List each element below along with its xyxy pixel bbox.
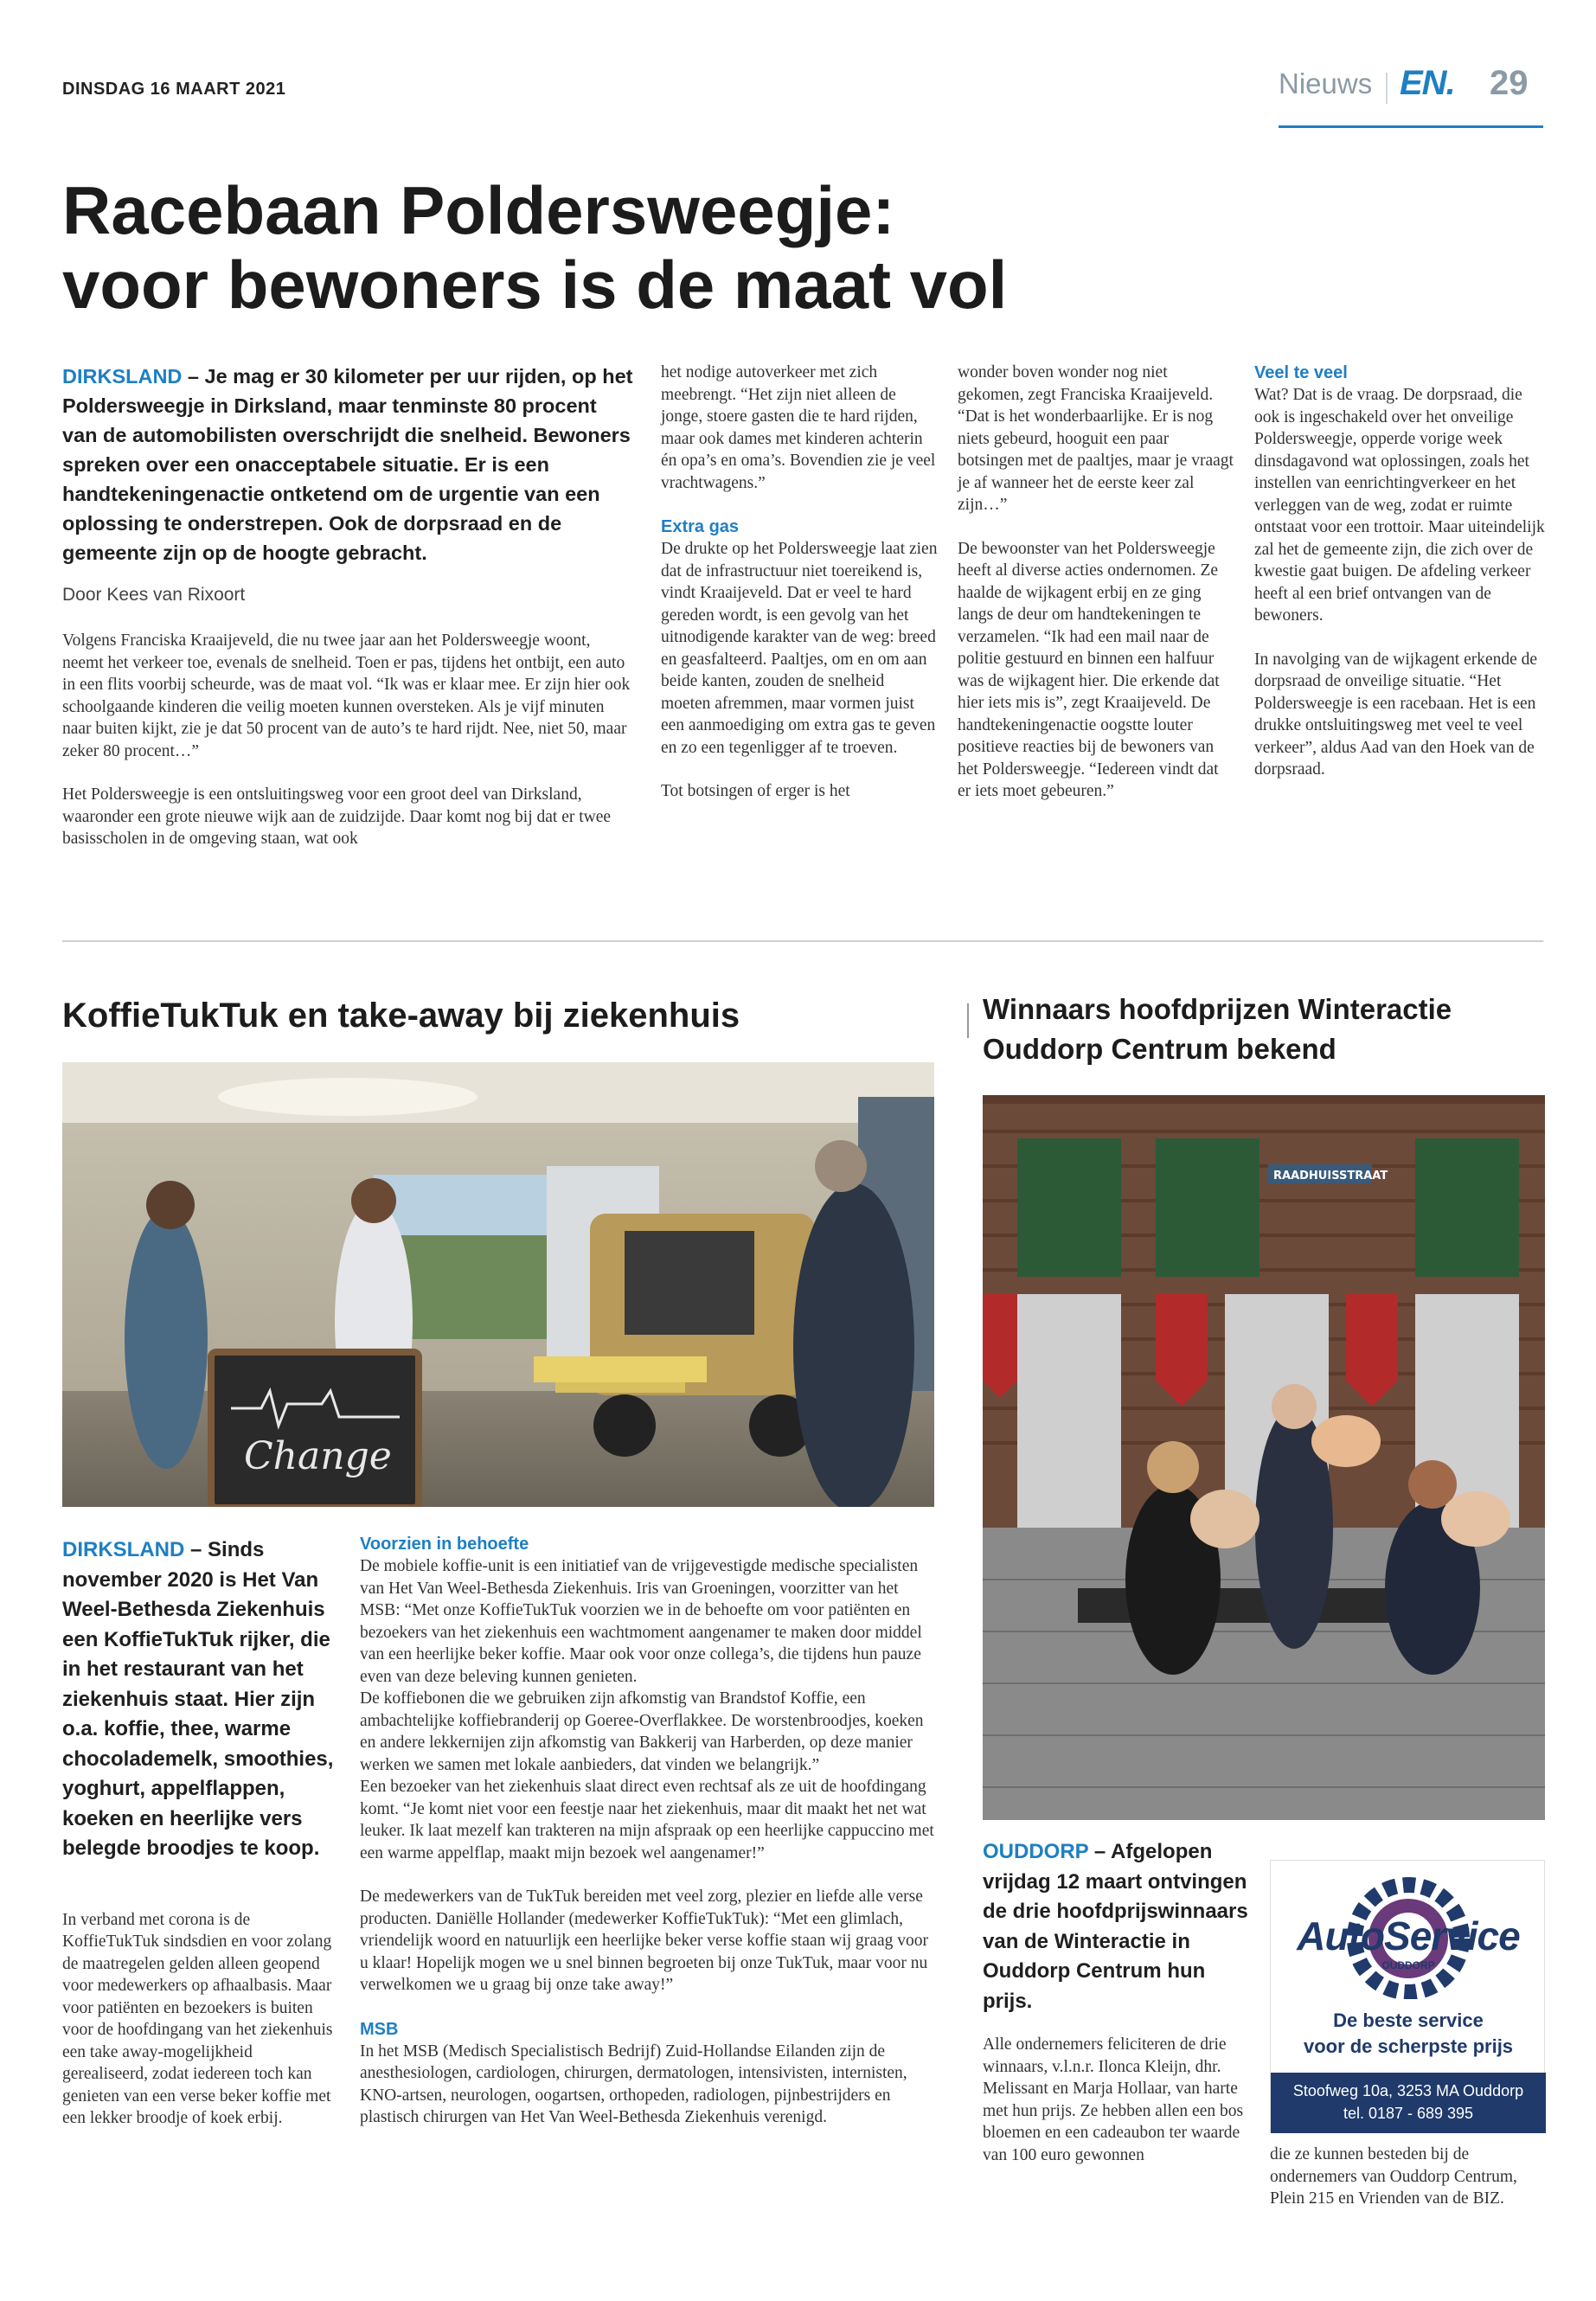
article1-column-4: [1254, 362, 1545, 803]
article1-lead: [62, 362, 633, 567]
header-divider: [1386, 73, 1388, 104]
column-rule: [967, 1003, 969, 1038]
subheading-extra-gas: Extra gas: [661, 517, 740, 536]
newspaper-logo: EN.: [1400, 64, 1455, 102]
paragraph: In navolging van de wijkagent erkende de dorpsraad de onveilige situatie. “Het Poldersweegje is een racebaan. Het is een drukke ontsluitingsweg met veel te veel verkeer”, aldus Aad van den Hoek van de dorpsraad.: [1254, 650, 1538, 779]
article1-column-3: [958, 362, 1234, 824]
paragraph: Wat? Dat is de vraag. De dorpsraad, die ook is ingeschakeld over het onveilige Poldersweegje, opperde vorige week dinsdagavond wat oplossingen, zoals het instellen van eenrichtingverkeer en het verleggen van de weg, zodat er ruimte ontstaat voor een trottoir. Maar uiteindelijk zal het de gemeente zijn, die zich over de kwestie gaat buigen. De afdeling verkeer heeft al een brief ontvangen van de bewoners.: [1254, 386, 1545, 625]
chalkboard-text: Change: [244, 1434, 392, 1478]
article1-headline: [62, 173, 1550, 322]
paragraph: De koffiebonen die we gebruiken zijn afkomstig van Brandstof Koffie, een ambachtelijke koffiebranderij op Goeree-Overflakkee. De worstenbroodjes, koeken en andere lekkernijen zijn afkomstig van Bakkerij van Harberden, op deze manier werken we samen met lokale aanbieders, dat vinden we belangrijk.”: [360, 1689, 924, 1774]
lead-text: – Sinds november 2020 is Het Van Weel-Bethesda Ziekenhuis een KoffieTukTuk rijker, die in het restaurant van het ziekenhuis staat. Hier zijn o.a. koffie, thee, warme chocolademelk, smoothies, yoghurt, appelflappen, koeken en heerlijke vers belegde broodjes te koop.: [62, 1538, 334, 1860]
paragraph: In verband met corona is de KoffieTukTuk sindsdien en voor zolang de maatregelen gelden alleen geopend voor medewerkers op afhaalbasis. Maar voor patiënten en bezoekers is buiten voor de hoofdingang van het ziekenhuis een take away-mogelijkheid gerealiseerd, zodat iedereen toch kan genieten van een verse beker koffie met een lekker broodje of koek erbij.: [62, 1910, 333, 2127]
ad-contact-bar: [1271, 2073, 1546, 2133]
article2-headline: KoffieTukTuk en take-away bij ziekenhuis: [62, 997, 740, 1035]
article1-column-2: [661, 362, 938, 824]
byline: Door Kees van Rixoort: [62, 585, 246, 605]
ad-phone: tel. 0187 - 689 395: [1343, 2105, 1474, 2122]
paragraph: die ze kunnen besteden bij de ondernemers van Ouddorp Centrum, Plein 215 en Vrienden van de BIZ.: [1270, 2145, 1517, 2208]
ad-tagline-1: De beste service: [1333, 2009, 1484, 2031]
article2-column-2: [360, 1533, 934, 2129]
paragraph: Een bezoeker van het ziekenhuis slaat direct even rechtsaf als ze uit de hoofdingang komt. “Je komt niet voor een feestje naar het ziekenhuis, maar dit maakt het net wat leuker. Ik laat mezelf kan trakteren na mijn afspraak op een heerlijke cappuccino met een warme appelflap, maakt mijn bezoek wel aangenamer!”: [360, 1778, 934, 1862]
ad-tagline: [1271, 2008, 1546, 2060]
paragraph: De bewoonster van het Poldersweegje heeft al diverse acties ondernomen. Ze haalde de wijkagent erbij en ze ging langs de deur om handtekeningen te verzamelen. “Ik had een mail naar de politie gestuurd en binnen een halfuur was de wijkagent hier. Die erkende dat hier iets mis is”, zegt Kraaijeveld. De handtekeningenactie oogstte louter positieve reacties bij de bewoners van het Poldersweegje. “Iedereen vindt dat er iets moet gebeuren.”: [958, 539, 1220, 800]
headline-line-2: voor bewoners is de maat vol: [62, 247, 1008, 323]
subheading-veel-te-veel: Veel te veel: [1254, 363, 1348, 382]
article2-lead: [62, 1535, 337, 1864]
paragraph: wonder boven wonder nog niet gekomen, zegt Franciska Kraaijeveld. “Dat is het wonderbaarlijke. Er is nog niets gebeurd, hooguit een paar botsingen met de paaltjes, maar je vraagt je af wanneer het de eerste keer zal zijn…”: [958, 363, 1234, 514]
paragraph: De drukte op het Poldersweegje laat zien dat de infrastructuur niet toereikend is, vindt Kraaijeveld. Dat er veel te hard gereden wordt, is een gevolg van het uitnodigende karakter van de weg: breed en geasfalteerd. Paaltjes, om en om aan beide kanten, zouden de snelheid moeten afremmen, maar vormen juist een aanmoediging om extra gas te geven en zo een tegenligger af te troeven.: [661, 540, 938, 757]
paragraph: Tot botsingen of erger is het: [661, 782, 850, 800]
headline-line-1: Racebaan Poldersweegje:: [62, 172, 895, 248]
ad-tagline-2: voor de scherpste prijs: [1303, 2035, 1514, 2057]
lead-text: – Afgelopen vrijdag 12 maart ontvingen de drie hoofdprijswinnaars van de Winteractie in Ouddorp Centrum hun prijs.: [983, 1840, 1248, 2013]
lead-place: DIRKSLAND: [62, 365, 183, 388]
winners-photo: [983, 1095, 1545, 1820]
ad-brand-sub: OUDDORP: [1381, 1959, 1435, 1971]
paragraph: Het Poldersweegje is een ontsluitingsweg voor een groot deel van Dirksland, waaronder een grote nieuwe wijk aan de zuidzijde. Daar komt nog bij dat er twee basisscholen in de omgeving staan, wat ook: [62, 785, 612, 848]
street-sign: RAADHUISSTRAAT: [1273, 1170, 1388, 1183]
paragraph: De mobiele koffie-unit is een initiatief van de vrijgevestigde medische specialisten van Het Van Weel-Bethesda Ziekenhuis. Iris van Groeningen, voorzitter van het MSB: “Met onze KoffieTukTuk voorzien we in de behoefte om voor patiënten en bezoekers van het ziekenhuis een wachtmoment aangenamer te maken door middel van een heerlijke beker koffie. Maar ook voor onze collega’s, die tijdens hun pauze even van deze beleving kunnen genieten.: [360, 1557, 922, 1686]
paragraph: het nodige autoverkeer met zich meebrengt. “Het zijn niet alleen de jonge, stoere gasten die te hard rijden, maar ook dames met kinderen achterin én opa’s en oma’s. Bovendien zie je veel vrachtwagens.”: [661, 363, 936, 492]
lead-text: – Je mag er 30 kilometer per uur rijden, op het Poldersweegje in Dirksland, maar tenminste 80 procent van de automobilisten overschrijdt die snelheid. Bewoners spreken over een onacceptabele situatie. Er is een handtekeningenactie ontketend om de urgentie van een oplossing te onderstrepen. Ook de dorpsraad en de gemeente zijn op de hoogte gebracht.: [62, 365, 633, 564]
lead-place: OUDDORP: [983, 1840, 1089, 1863]
photo-illustration: [62, 1062, 934, 1507]
article3-lead: [983, 1837, 1253, 2016]
paragraph: Alle ondernemers feliciteren de drie winnaars, v.l.n.r. Ilonca Kleijn, dhr. Melissant en Marja Hollaar, van harte met hun prijs. Ze hebben allen een bos bloemen en een cadeaubon ter waarde van 100 euro gewonnen: [983, 2035, 1244, 2164]
autoservice-advertisement[interactable]: [1270, 1860, 1545, 2132]
paragraph: Volgens Franciska Kraaijeveld, die nu twee jaar aan het Poldersweegje woont, neemt het verkeer toe, evenals de snelheid. Toen er pas, tijdens het ontbijt, een auto in een flits voorbij scheurde, was de maat vol. “Ik was er klaar mee. Er zijn hier ook schoolgaande kinderen die veilig moeten kunnen oversteken. Als je vijf minuten naar buiten kijkt, zie je dat 50 procent van de auto’s te hard rijdt. Nee, niet 50, maar zeker 80 procent…”: [62, 631, 631, 760]
article3-column-1: [983, 1837, 1253, 2166]
article2-col1-body: [62, 1909, 337, 2130]
koffietuktuk-photo: [62, 1062, 934, 1507]
paragraph: De medewerkers van de TukTuk bereiden met veel zorg, plezier en liefde alle verse producten. Daniëlle Hollander (medewerker KoffieTukTuk): “Met een glimlach, vriendelijk woord en natuurlijk een heerlijke beker verse koffie staan wij graag voor u klaar! Hopelijk mogen we u snel binnen begroeten bij onze TukTuk, maar voor nu verwelkomen we u graag bij onze take away!”: [360, 1888, 928, 1994]
article3-headline: Winnaars hoofdprijzen Winteractie Ouddorp Centrum bekend: [983, 993, 1452, 1065]
article1-col1-body: [62, 630, 633, 850]
header-rule: [1279, 125, 1543, 128]
subheading-msb: MSB: [360, 2019, 399, 2039]
article1-column-1: [62, 362, 633, 872]
section-divider: [62, 940, 1543, 942]
ad-address: Stoofweg 10a, 3253 MA Ouddorp: [1292, 2082, 1524, 2099]
article2-column-1: [62, 1535, 337, 2151]
subheading-voorzien: Voorzien in behoefte: [360, 1535, 529, 1554]
page-number: 29: [1490, 64, 1529, 102]
issue-date: DINSDAG 16 MAART 2021: [62, 80, 286, 99]
paragraph: In het MSB (Medisch Specialistisch Bedrijf) Zuid-Hollandse Eilanden zijn de anesthesiologen, cardiologen, chirurgen, dermatologen, intensivisten, internisten, KNO-artsen, neurologen, oogartsen, orthopeden, radiologen, pijnbestrijders en plastisch chirurgen van Het Van Weel-Bethesda Ziekenhuis verenigd.: [360, 2041, 907, 2126]
section-label: Nieuws: [1279, 67, 1373, 99]
ad-brand: AutoService: [1297, 1913, 1520, 1958]
photo-illustration: [983, 1095, 1545, 1820]
lead-place: DIRKSLAND: [62, 1538, 185, 1561]
